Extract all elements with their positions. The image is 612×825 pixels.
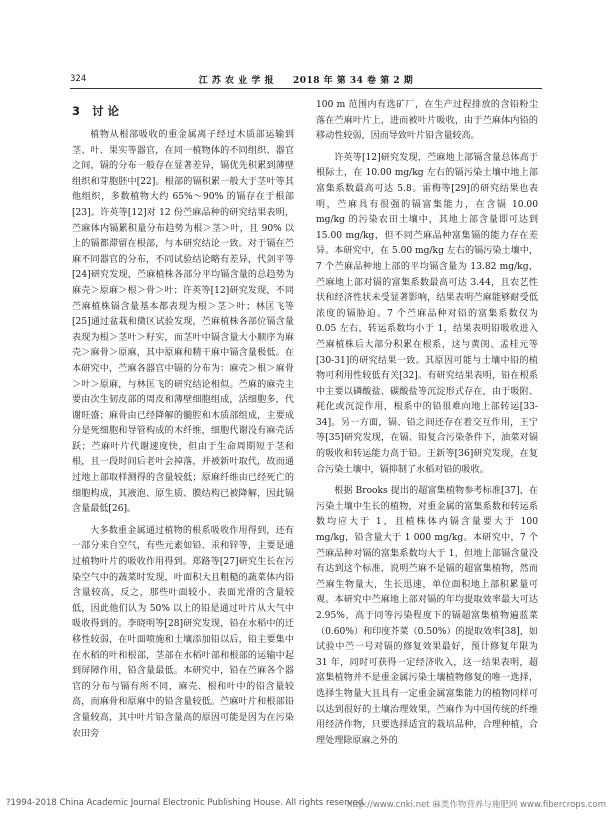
section-number: 3: [72, 104, 81, 118]
section-title: 讨 论: [92, 104, 120, 118]
right-column: [316, 98, 538, 749]
page-footer: [0, 798, 612, 812]
left-column: [72, 98, 294, 742]
paragraph: 大多数重金属通过植物的根系吸收作用得到，还有一部分来自空气，有些元素如铅、汞和锌等，主要是通过植物叶片的吸收作用得到。郑路等[27]研究生长在污染空气中的蔬菜时发现，叶面积大且粗糙的蔬菜体内铅含量较高，反之，那些叶面较小、表面光滑的含量较低，因此他们认为 50% 以上的铅是通过叶片从大气中吸收得到的。李晓明等[28]研究发现，铅在水稻中的迁移性较弱，在叶面喷施和土壤添加铅以后，铅主要集中在水稻的叶和根部，茎部在水稻叶部和根部的运输中起到屏障作用，铅含量最低。本研究中，铅在苎麻各个器官的分布与镉有所不同，麻壳、根和叶中的铅含量较高，而麻骨和原麻中的铅含量较低。苎麻叶片和根部铅含量较高，其中叶片铅含量高的原因可能是因为在污染农田旁: [72, 525, 294, 739]
journal-title: 江 苏 农 业 学 报 2018 年 第 34 卷 第 2 期: [198, 76, 414, 86]
paragraph: 植物从根部吸收的重金属离子经过木质部运输到茎、叶、果实等器官，在同一植物体的不同组织、器官之间，镉的分布一般存在显著差异，镉优先积累到薄壁组织和芽胞胚中[22]。根部的镉积累一般大于茎叶等其他组织，多数植物大约 65%～90% 的镉存在于根部[23]。许英等[12]对 12 份苎麻品种的研究结果表明，苎麻体内镉累积量分布趋势为根＞茎＞叶，且 90% 以上的镉都滞留在根部，与本研究结论一致。对于镉在苎麻不同器官的分布，不同试验结论略有差异，代剑平等[24]研究发现，苎麻植株各部分平均镉含量的总趋势为麻壳＞原麻＞根＞骨＞叶；许英等[12]研究发现，不同苎麻植株镉含量基本都表现为根＞茎＞叶；林匡飞等[25]通过盆栽和微区试验发现，苎麻植株各部位镉含量表现为根＞茎叶＞籽实，而茎叶中镉含量大小顺序为麻壳＞麻骨＞原麻，其中原麻和精干麻中镉含量极低。在本研究中，苎麻各器官中镉的分布为：麻壳＞根＞麻骨＞叶＞原麻，与林匡飞的研究结论相似。苎麻的麻壳主要由次生韧皮部的周皮和薄壁细胞组成，活细胞多，代谢旺盛；麻骨由已经降解的髓腔和木质部组成，主要成分是死细胞和导管构成的木纤维，细胞代谢没有麻壳活跃；苎麻叶片代谢速度快，但由于生命周期短于茎和根，且一段时间后老叶会掉落，并被新叶取代，故而通过地上部取样测得的含量较低；原麻纤维由已经死亡的细胞构成，其液泡、原生质、膜结构已被降解，因此镉含量最低[26]。: [72, 130, 294, 515]
section-heading: [72, 104, 294, 120]
paragraph: 100 m 范围内有选矿厂，在生产过程排放的含铅粉尘落在苎麻叶片上，进而被叶片吸收，由于苎麻体内铅的移动性较弱，因而导致叶片铅含量较高。: [316, 100, 538, 142]
paragraph: 许英等[12]研究发现，苎麻地上部镉含量总体高于根际土，在 10.00 mg/kg 左右的镉污染土壤中地上部富集系数最高可达 5.8。雷梅等[29]的研究结果也表明，苎麻具有很强的镉富集能力，在含镉 10.00 mg/kg 的污染农田土壤中，其地上部含量即可达到 15.00 mg/kg，但不同苎麻品种富集镉的能力存在差异。本研究中，在 5.00 mg/kg 左右的镉污染土壤中，7 个苎麻品种地上部的平均镉含量为 13.82 mg/kg，苎麻地上部对镉的富集系数最高可达 3.44，且农艺性状和经济性状未受显著影响，结果表明苎麻能够耐受低浓度的镉胁迫。7 个苎麻品种对铅的富集系数仅为 0.05 左右，转运系数均小于 1，结果表明铅吸收进入苎麻植株后大部分积累在根系，这与黄闺、孟桂元等[30-31]的研究结果一致。其原因可能与土壤中铅的植物可利用性较低有关[32]。有研究结果表明，铅在根系中主要以磷酸盐、碳酸盐等沉淀形式存在，由于吸附、耗化或沉淀作用，根系中的铅很难向地上部转运[33-34]。另一方面，镉、铅之间还存在着交互作用，王宁等[35]研究发现，在镉、铅复合污染条件下，油菜对镉的吸收和转运能力高于铅。王新等[36]研究发现，在复合污染土壤中，镉抑制了水稻对铅的吸收。: [316, 152, 538, 475]
copyright-notice: ?1994-2018 China Academic Journal Electronic Publishing House. All rights reserved.: [6, 798, 366, 808]
page-header: [70, 72, 542, 88]
page-number: 324: [70, 74, 87, 84]
header-rule: [70, 88, 542, 89]
paragraph: 根据 Brooks 提出的超富集植物参考标准[37]，在污染土壤中生长的植物，对重金属的富集系数和转运系数均应大于 1，且植株体内镉含量要大于 100 mg/kg，铅含量大于 1 000 mg/kg。本研究中，7 个苎麻品种对镉的富集系数均大于 1，但地上部镉含量没有达到这个标准，说明苎麻不是镉的超富集植物，然而苎麻生物量大，生长迅速，单位面积地上部积累量可观。本研究中苎麻地上部对镉的年均提取效率最大可达 2.95%，高于同等污染程度下的镉超富集植物遍蓝菜（0.60%）和印度芥菜（0.50%）的提取效率[38]，如试验中苎一号对镉的修复效果最好，预计修复年限为 31 年，同时可获得一定经济收入，这一结果表明，超富集植物并不是重金属污染土壤植物修复的唯一选择，选择生物量大且具有一定重金属富集能力的植物同样可以达到很好的土壤治理效果，苎麻作为中国传统的纤维用经济作物，只要选择适宜的栽培品种，合理种植，合理处理除原麻之外的: [316, 486, 538, 746]
source-url[interactable]: http://www.cnki.net 麻类作物营养与施肥网 www.fibercrops.com: [346, 800, 606, 810]
